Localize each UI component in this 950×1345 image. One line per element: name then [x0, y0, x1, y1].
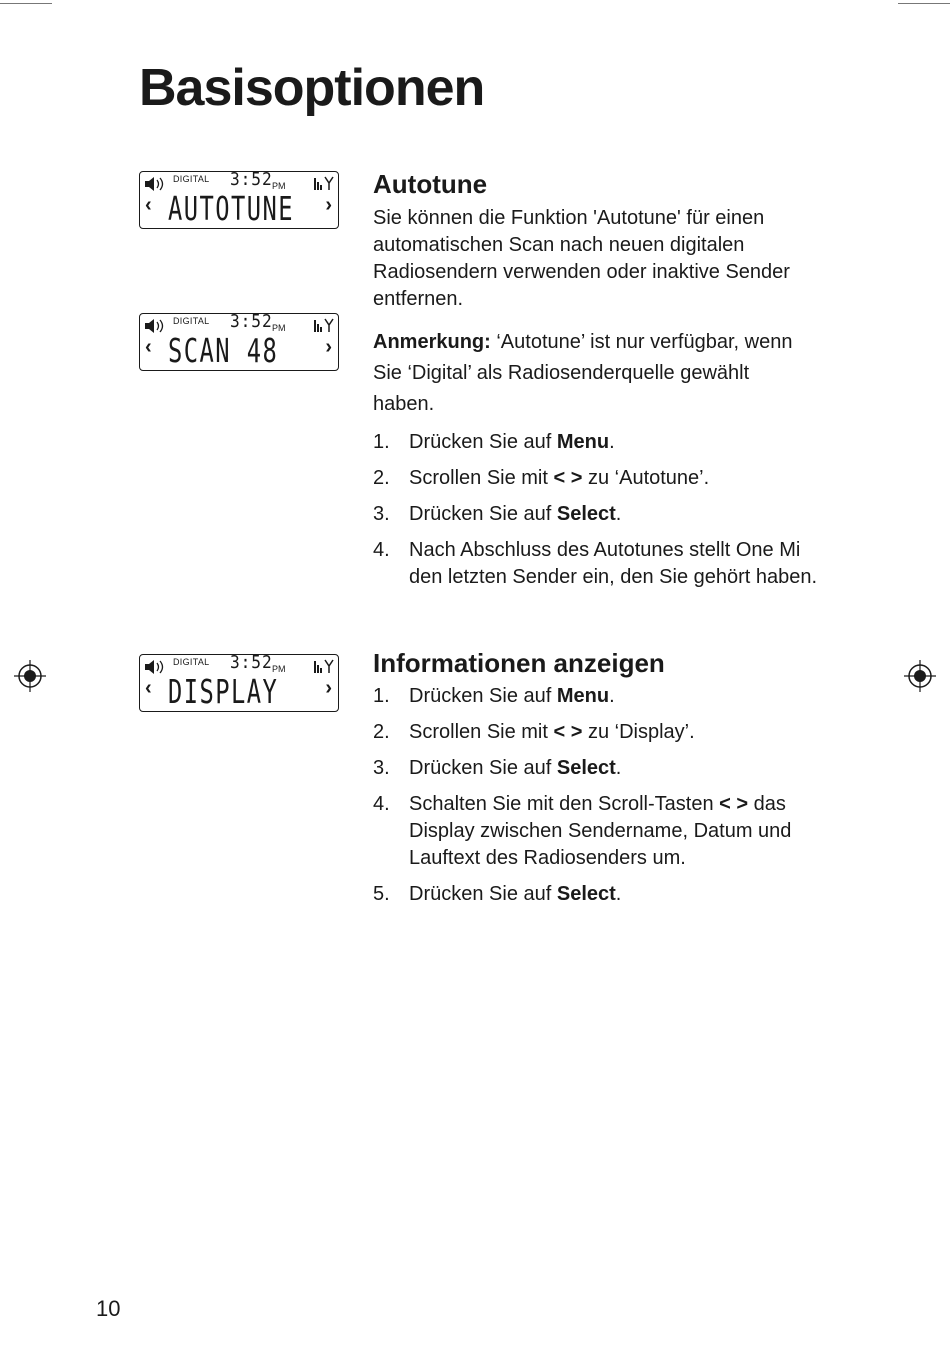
- crop-mark-left: [0, 3, 52, 4]
- list-item: 5. Drücken Sie auf Select.: [373, 883, 622, 905]
- right-arrow-icon: ›: [325, 194, 332, 216]
- digital-label: DIGITAL: [173, 316, 210, 326]
- left-arrow-icon: ‹: [145, 336, 152, 358]
- autotune-note: [373, 327, 813, 420]
- autotune-intro: Sie können die Funktion 'Autotune' für einen automatischen Scan nach neuen digitalen Radiosendern verwenden oder inaktive Sender entfernen.: [373, 207, 790, 310]
- lcd-text: SCAN 48: [168, 331, 279, 370]
- left-arrow-icon: ‹: [145, 677, 152, 699]
- lcd-text: AUTOTUNE: [168, 189, 294, 228]
- digital-label: DIGITAL: [173, 657, 210, 667]
- registration-mark-icon: [13, 659, 47, 693]
- clock: 3:52: [230, 311, 273, 332]
- list-item: 1. Drücken Sie auf Menu.: [373, 431, 615, 453]
- lcd-display-autotune: [139, 171, 339, 229]
- clock: 3:52: [230, 169, 273, 190]
- speaker-icon: [144, 318, 164, 334]
- page-title: Basisoptionen: [139, 59, 485, 117]
- registration-mark-icon: [903, 659, 937, 693]
- pm-label: PM: [272, 181, 286, 191]
- list-item: 2. Scrollen Sie mit < > zu ‘Display’.: [373, 721, 695, 743]
- lcd-text: DISPLAY: [168, 672, 279, 711]
- signal-icon: [314, 176, 334, 190]
- list-item: 1. Drücken Sie auf Menu.: [373, 685, 615, 707]
- info-heading: Informationen anzeigen: [373, 648, 665, 678]
- right-arrow-icon: ›: [325, 677, 332, 699]
- list-item: 3. Drücken Sie auf Select.: [373, 757, 622, 779]
- autotune-steps: [373, 429, 823, 600]
- list-item: 2. Scrollen Sie mit < > zu ‘Autotune’.: [373, 467, 710, 489]
- crop-mark-right: [898, 3, 950, 4]
- speaker-icon: [144, 659, 164, 675]
- clock: 3:52: [230, 652, 273, 673]
- list-item: 4. Nach Abschluss des Autotunes stellt One Mi den letzten Sender ein, den Sie gehört haben.: [373, 539, 818, 588]
- page-number: 10: [96, 1296, 121, 1321]
- info-steps: [373, 683, 823, 917]
- lcd-display-scan: [139, 313, 339, 371]
- list-item: 3. Drücken Sie auf Select.: [373, 503, 622, 525]
- pm-label: PM: [272, 664, 286, 674]
- note-label: Anmerkung:: [373, 331, 491, 353]
- lcd-display-display: [139, 654, 339, 712]
- speaker-icon: [144, 176, 164, 192]
- list-item: 4. Schalten Sie mit den Scroll-Tasten < > das Display zwischen Sendername, Datum und Lauftext des Radiosenders um.: [373, 793, 792, 869]
- left-arrow-icon: ‹: [145, 194, 152, 216]
- autotune-heading: Autotune: [373, 169, 488, 199]
- signal-icon: [314, 318, 334, 332]
- pm-label: PM: [272, 323, 286, 333]
- digital-label: DIGITAL: [173, 174, 210, 184]
- signal-icon: [314, 659, 334, 673]
- right-arrow-icon: ›: [325, 336, 332, 358]
- note-text: ‘Autotune’ ist nur verfügbar, wenn Sie ‘Digital’ als Radiosenderquelle gewählt haben.: [373, 331, 793, 415]
